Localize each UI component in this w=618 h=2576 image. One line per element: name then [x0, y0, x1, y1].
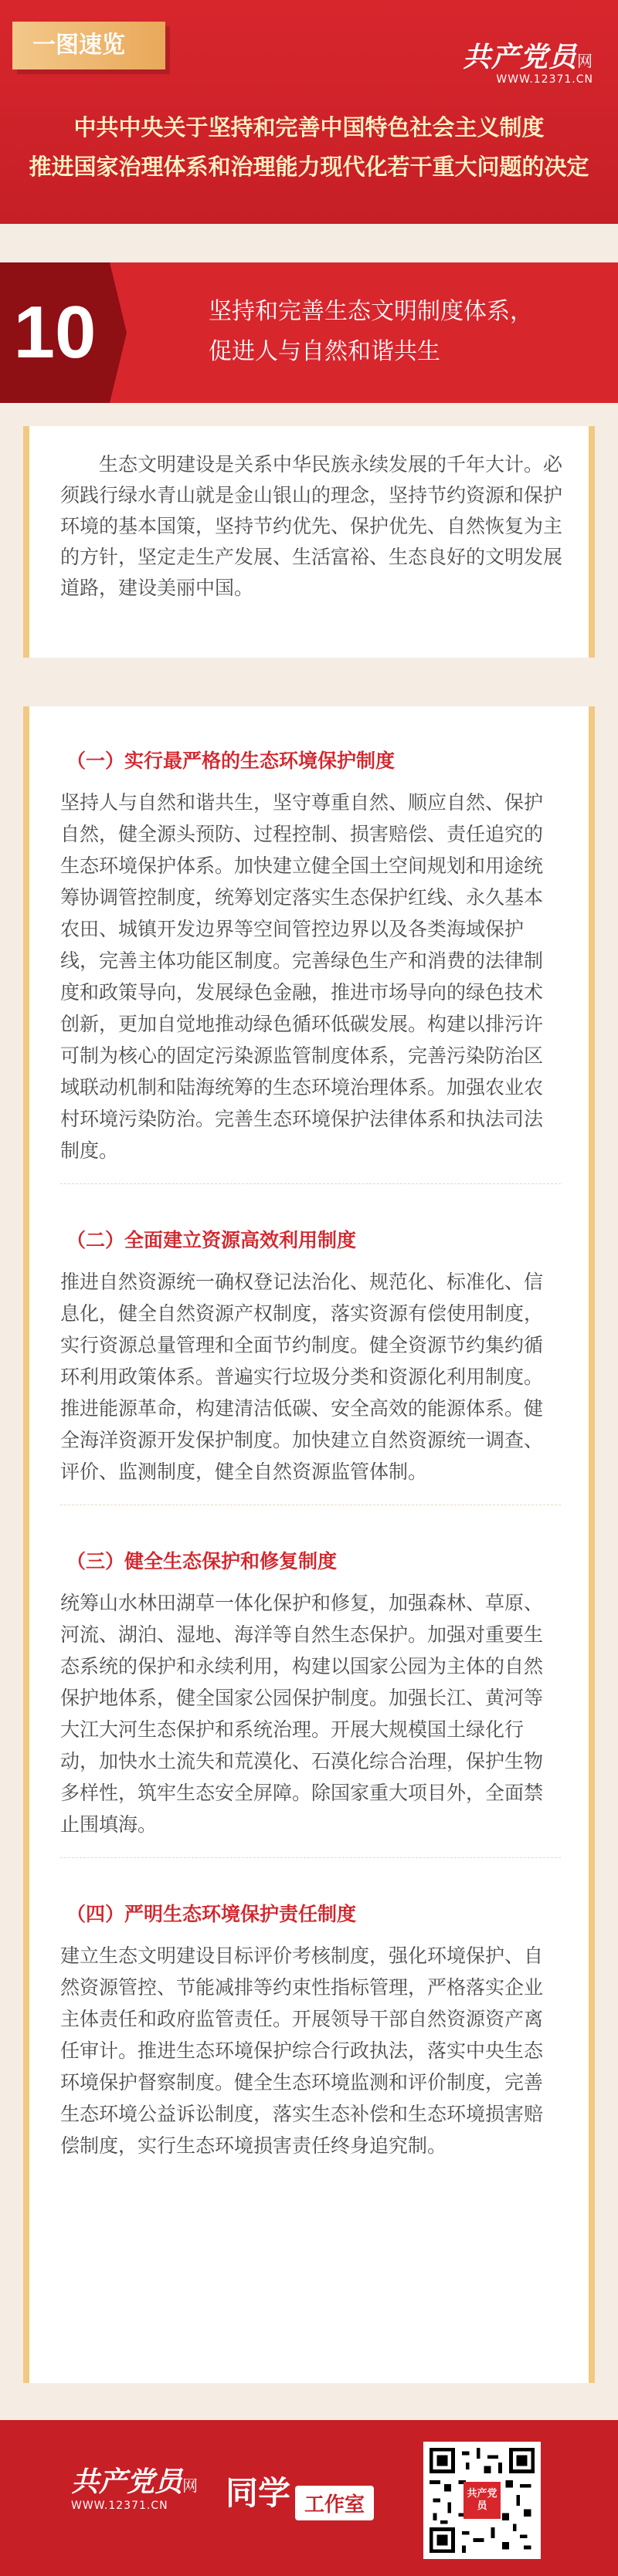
subsection: [60, 746, 561, 1183]
subsection-body: 建立生态文明建设目标评价考核制度，强化环境保护、自然资源管控、节能减排等约束性指标管理，严格落实企业主体责任和政府监管责任。开展领导干部自然资源资产离任审计。推进生态环境保护综合行政执法，落实中央生态环境保护督察制度。健全生态环境监测和评价制度，完善生态环境公益诉讼制度，落实生态补偿和生态环境损害赔偿制度，实行生态环境损害责任终身追究制。: [60, 1945, 544, 2157]
page-title: [0, 108, 618, 187]
footer-logo[interactable]: [71, 2460, 198, 2512]
qr-code[interactable]: [423, 2442, 541, 2559]
subsection-body: 坚持人与自然和谐共生，坚守尊重自然、顺应自然、保护自然，健全源头预防、过程控制、损害赔偿、责任追究的生态环境保护体系。加快建立健全国土空间规划和用途统筹协调管控制度，统筹划定落实生态保护红线、永久基本农田、城镇开发边界等空间管控边界以及各类海域保护线，完善主体功能区制度。完善绿色生产和消费的法律制度和政策导向，发展绿色金融，推进市场导向的绿色技术创新，更加自觉地推动绿色循环低碳发展。构建以排污许可制为核心的固定污染源监管制度体系，完善污染防治区域联动机制和陆海统筹的生态环境治理体系。加强农业农村环境污染防治。完善生态环境保护法律体系和执法司法制度。: [60, 791, 544, 1162]
studio-logo[interactable]: [226, 2457, 374, 2525]
subsection-heading: （四）严明生态环境保护责任制度: [66, 1903, 357, 1925]
section-title-line-2: 促进人与自然和谐共生: [209, 338, 440, 365]
subsection: [60, 1183, 561, 1505]
studio-name: 同学: [226, 2474, 291, 2512]
subsection-heading: （一）实行最严格的生态环境保护制度: [66, 750, 396, 772]
qr-badge: 共产党员: [464, 2482, 501, 2519]
section-number: 10: [0, 262, 110, 403]
subsection: [60, 1857, 561, 2178]
studio-label: 工作室: [295, 2486, 374, 2520]
header-banner: [0, 0, 618, 224]
footer: [0, 2420, 618, 2576]
main-card: [23, 706, 595, 2383]
footer-logo-name: 共产党员: [71, 2466, 183, 2498]
subsection-body: 统筹山水林田湖草一体化保护和修复，加强森林、草原、河流、湖泊、湿地、海洋等自然生态保护。加强对重要生态系统的保护和永续利用，构建以国家公园为主体的自然保护地体系，健全国家公园保护制度。加强长江、黄河等大江大河生态保护和系统治理。开展大规模国土绿化行动，加快水土流失和荒漠化、石漠化综合治理，保护生物多样性，筑牢生态安全屏障。除国家重大项目外，全面禁止围填海。: [60, 1592, 544, 1836]
logo-name: 共产党员: [462, 41, 577, 73]
intro-text: 生态文明建设是关系中华民族永续发展的千年大计。必须践行绿水青山就是金山银山的理念，坚持节约资源和保护环境的基本国策，坚持节约优先、保护优先、自然恢复为主的方针，坚定走生产发展、生活富裕、生态良好的文明发展道路，建设美丽中国。: [60, 453, 563, 599]
footer-logo-suffix: 网: [182, 2476, 199, 2495]
logo-url: WWW.12371.CN: [496, 73, 593, 86]
title-line-2: 推进国家治理体系和治理能力现代化若干重大问题的决定: [29, 154, 589, 180]
section-tag: 一图速览: [12, 22, 165, 69]
section-banner: [0, 262, 618, 403]
subsection: [60, 1505, 561, 1857]
intro-card: [23, 426, 595, 658]
section-title: [209, 292, 533, 372]
footer-logo-url: WWW.12371.CN: [71, 2500, 168, 2512]
subsection-heading: （二）全面建立资源高效利用制度: [66, 1229, 357, 1251]
subsection-body: 推进自然资源统一确权登记法治化、规范化、标准化、信息化，健全自然资源产权制度，落实资源有偿使用制度，实行资源总量管理和全面节约制度。健全资源节约集约循环利用政策体系。普遍实行垃圾分类和资源化利用制度。推进能源革命，构建清洁低碳、安全高效的能源体系。健全海洋资源开发保护制度。加快建立自然资源统一调查、评价、监测制度，健全自然资源监管体制。: [60, 1271, 544, 1483]
logo-suffix: 网: [577, 52, 593, 70]
site-logo[interactable]: [463, 36, 593, 86]
section-title-line-1: 坚持和完善生态文明制度体系，: [209, 298, 533, 325]
title-line-1: 中共中央关于坚持和完善中国特色社会主义制度: [73, 114, 545, 140]
subsection-heading: （三）健全生态保护和修复制度: [66, 1550, 338, 1572]
